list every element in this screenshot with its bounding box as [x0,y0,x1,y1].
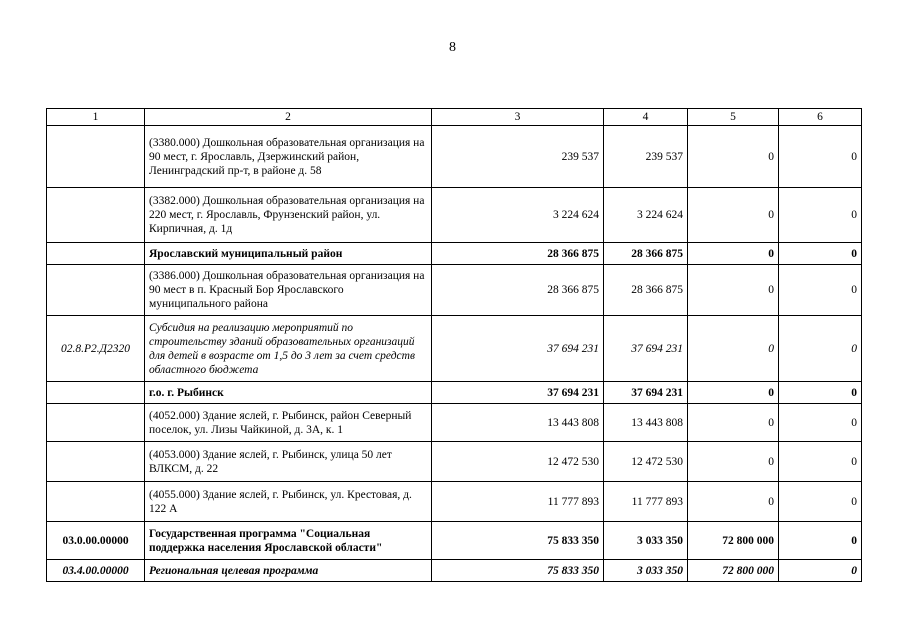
name-cell: Субсидия на реализацию мероприятий по строительству зданий образовательных организаций для детей в возрасте от 1,5 до 3 лет за счет средств областного бюджета [145,316,432,382]
column-header: 2 [145,109,432,126]
column-header: 5 [688,109,779,126]
amount-cell: 37 694 231 [604,316,688,382]
amount-cell: 0 [688,188,779,243]
code-cell [47,404,145,442]
table-row [47,188,862,243]
amount-cell: 11 777 893 [432,482,604,522]
amount-cell: 0 [688,126,779,188]
amount-cell: 75 833 350 [432,560,604,582]
amount-cell: 0 [688,243,779,265]
table-row [47,316,862,382]
code-cell: 02.8.Р2.Д2320 [47,316,145,382]
amount-cell: 37 694 231 [604,382,688,404]
amount-cell: 13 443 808 [432,404,604,442]
name-cell: (4052.000) Здание яслей, г. Рыбинск, район Северный поселок, ул. Лизы Чайкиной, д. 3А, к. 1 [145,404,432,442]
amount-cell: 0 [779,265,862,316]
code-cell [47,382,145,404]
page-number: 8 [449,40,456,55]
name-cell: (4053.000) Здание яслей, г. Рыбинск, улица 50 лет ВЛКСМ, д. 22 [145,442,432,482]
amount-cell: 12 472 530 [432,442,604,482]
amount-cell: 0 [779,188,862,243]
amount-cell: 3 224 624 [604,188,688,243]
table-row [47,522,862,560]
amount-cell: 0 [688,404,779,442]
amount-cell: 0 [779,522,862,560]
name-cell: (3386.000) Дошкольная образовательная организация на 90 мест в п. Красный Бор Ярославского муниципального района [145,265,432,316]
code-cell [47,188,145,243]
amount-cell: 0 [688,316,779,382]
table-row [47,126,862,188]
amount-cell: 239 537 [432,126,604,188]
amount-cell: 72 800 000 [688,560,779,582]
name-cell: г.о. г. Рыбинск [145,382,432,404]
budget-table [46,108,862,582]
code-cell [47,482,145,522]
amount-cell: 28 366 875 [432,265,604,316]
amount-cell: 0 [688,265,779,316]
amount-cell: 37 694 231 [432,382,604,404]
name-cell: Ярославский муниципальный район [145,243,432,265]
amount-cell: 12 472 530 [604,442,688,482]
table-body [47,126,862,582]
amount-cell: 13 443 808 [604,404,688,442]
table-row [47,482,862,522]
amount-cell: 28 366 875 [604,243,688,265]
code-cell [47,126,145,188]
table-row [47,243,862,265]
table-row [47,265,862,316]
amount-cell: 28 366 875 [604,265,688,316]
name-cell: Государственная программа "Социальная поддержка населения Ярославской области" [145,522,432,560]
amount-cell: 28 366 875 [432,243,604,265]
name-cell: (4055.000) Здание яслей, г. Рыбинск, ул. Крестовая, д. 122 А [145,482,432,522]
amount-cell: 0 [779,126,862,188]
amount-cell: 0 [779,243,862,265]
table-header-row [47,109,862,126]
code-cell [47,243,145,265]
table-row [47,560,862,582]
amount-cell: 72 800 000 [688,522,779,560]
amount-cell: 0 [688,442,779,482]
amount-cell: 0 [779,442,862,482]
amount-cell: 3 224 624 [432,188,604,243]
amount-cell: 0 [779,560,862,582]
table-row [47,382,862,404]
amount-cell: 0 [779,382,862,404]
amount-cell: 75 833 350 [432,522,604,560]
amount-cell: 3 033 350 [604,560,688,582]
amount-cell: 3 033 350 [604,522,688,560]
code-cell [47,442,145,482]
amount-cell: 37 694 231 [432,316,604,382]
amount-cell: 0 [688,482,779,522]
name-cell: (3382.000) Дошкольная образовательная организация на 220 мест, г. Ярославль, Фрунзенский район, ул. Кирпичная, д. 1д [145,188,432,243]
name-cell: (3380.000) Дошкольная образовательная организация на 90 мест, г. Ярославль, Дзержинский район, Ленинградский пр-т, в районе д. 58 [145,126,432,188]
column-header: 6 [779,109,862,126]
table-row [47,404,862,442]
amount-cell: 239 537 [604,126,688,188]
amount-cell: 0 [688,382,779,404]
amount-cell: 0 [779,404,862,442]
column-header: 1 [47,109,145,126]
column-header: 4 [604,109,688,126]
code-cell [47,265,145,316]
name-cell: Региональная целевая программа [145,560,432,582]
table-row [47,442,862,482]
amount-cell: 0 [779,482,862,522]
amount-cell: 11 777 893 [604,482,688,522]
column-header: 3 [432,109,604,126]
amount-cell: 0 [779,316,862,382]
code-cell: 03.0.00.00000 [47,522,145,560]
code-cell: 03.4.00.00000 [47,560,145,582]
